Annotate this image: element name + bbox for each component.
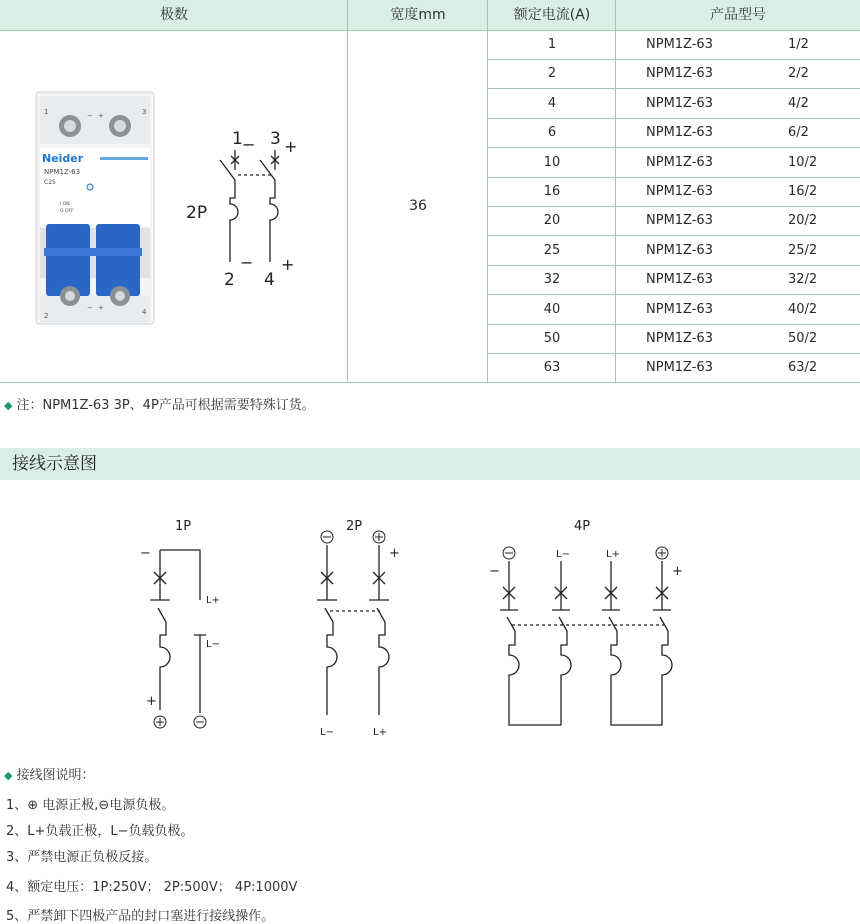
cell-model: NPM1Z-63	[646, 301, 713, 317]
terminal-label: 3	[142, 108, 147, 116]
explain-item: 1、⊕ 电源正极,⊖电源负极。	[6, 798, 175, 813]
table-row	[488, 30, 860, 60]
cell-current: 2	[547, 66, 557, 82]
cell-model: NPM1Z-63	[646, 125, 713, 141]
cell-current: 50	[543, 331, 561, 346]
terminal-label: 2	[44, 312, 49, 320]
divider	[347, 0, 348, 382]
wiring-2p	[317, 519, 400, 738]
cell-model: NPM1Z-63	[646, 154, 713, 170]
table-row	[488, 148, 860, 178]
explain-item: 3、严禁电源正负极反接。	[6, 850, 158, 865]
polarity-sign: +	[672, 564, 683, 579]
cell-model: NPM1Z-63	[646, 66, 713, 82]
note-text: 注：NPM1Z-63 3P、4P产品可根据需要特殊订货。	[16, 398, 315, 413]
wiring-label: 4P	[574, 519, 591, 534]
cell-model: NPM1Z-63	[646, 37, 713, 52]
cell-pole: 2/2	[788, 66, 809, 82]
rating-label: C25	[44, 179, 56, 186]
terminal-label: +	[98, 304, 104, 312]
explain-item: 4、额定电压：1P:250V； 2P:500V； 4P:1000V	[6, 880, 298, 895]
section-header	[0, 448, 860, 480]
explain-item: 2、L+负载正极，L−负载负极。	[6, 824, 194, 839]
explain-title: 接线图说明：	[16, 768, 95, 783]
col-header-current: 额定电流(A)	[513, 7, 591, 23]
load-label: L+	[373, 727, 387, 738]
cell-model: NPM1Z-63	[646, 331, 713, 346]
cell-pole: 20/2	[788, 213, 818, 229]
on-label: I ON	[60, 202, 70, 207]
cell-pole: 4/2	[788, 95, 809, 111]
terminal-label: 1	[44, 108, 49, 116]
load-label: L−	[556, 549, 570, 560]
cell-pole: 25/2	[788, 242, 818, 258]
diamond-bullet-icon: ◆	[4, 399, 13, 412]
width-value: 36	[409, 198, 427, 214]
polarity-sign: −	[140, 546, 151, 561]
pole-symbol-diagram	[180, 120, 310, 295]
polarity-sign: −	[489, 564, 500, 579]
cell-current: 1	[547, 37, 557, 52]
diamond-bullet-icon: ◆	[4, 769, 13, 782]
terminal-label: −	[87, 304, 93, 312]
cell-current: 16	[543, 184, 561, 199]
section-title: 接线示意图	[12, 454, 97, 474]
polarity-sign: +	[389, 546, 400, 561]
terminal-label: +	[98, 112, 104, 120]
cell-pole: 6/2	[788, 125, 809, 141]
table-row	[488, 206, 860, 236]
pole-label: 2	[224, 270, 235, 290]
cell-pole: 16/2	[788, 184, 818, 199]
pole-sign: +	[281, 255, 295, 274]
brand-logo: Neider	[42, 152, 84, 165]
table-row	[488, 59, 860, 89]
pole-sign: −	[240, 253, 254, 272]
cell-current: 4	[547, 95, 557, 111]
col-header-poles: 极数	[160, 7, 188, 23]
wiring-diagrams	[0, 505, 860, 745]
pole-label: 1	[232, 129, 243, 149]
breaker-product-image	[30, 88, 160, 328]
table-row	[488, 236, 860, 266]
breaker-handle	[46, 224, 90, 296]
cell-pole: 40/2	[788, 301, 818, 317]
wiring-1p	[140, 519, 220, 728]
wiring-4p	[489, 519, 683, 725]
cell-pole: 32/2	[788, 272, 818, 288]
cell-pole: 63/2	[788, 360, 818, 376]
cell-current: 10	[543, 154, 561, 170]
pole-label: 4	[264, 270, 275, 290]
pole-count-label: 2P	[186, 203, 208, 223]
table-row	[488, 89, 860, 119]
load-label: L−	[206, 639, 220, 650]
cell-pole: 10/2	[788, 154, 818, 170]
explain-item: 5、严禁卸下四极产品的封口塞进行接线操作。	[6, 909, 275, 924]
table-row	[488, 295, 860, 325]
cell-model: NPM1Z-63	[646, 213, 713, 229]
polarity-sign: +	[146, 694, 157, 709]
wiring-label: 1P	[175, 519, 192, 534]
cell-model: NPM1Z-63	[646, 272, 713, 288]
table-row	[488, 177, 860, 207]
col-header-model: 产品型号	[710, 7, 766, 23]
cell-model: NPM1Z-63	[646, 95, 713, 111]
cell-model: NPM1Z-63	[646, 242, 713, 258]
cell-current: 6	[547, 125, 557, 141]
order-note	[4, 394, 315, 413]
cell-pole: 1/2	[788, 37, 809, 52]
cell-current: 32	[543, 272, 561, 288]
product-model-label: NPM1Z-63	[44, 168, 81, 176]
pole-sign: −	[242, 135, 256, 154]
cell-current: 63	[543, 360, 561, 376]
cell-current: 20	[543, 213, 561, 229]
table-row	[488, 118, 860, 148]
terminal-label: −	[87, 112, 93, 120]
load-label: L+	[206, 595, 220, 606]
table-row	[488, 353, 860, 383]
table-row	[488, 324, 860, 354]
pole-sign: +	[284, 137, 298, 156]
cell-current: 40	[543, 301, 561, 317]
cell-current: 25	[543, 242, 561, 258]
cell-model: NPM1Z-63	[646, 184, 713, 199]
terminal-label: 4	[142, 308, 147, 316]
col-header-width: 宽度mm	[390, 7, 446, 23]
off-label: O OFF	[60, 209, 74, 214]
table-row	[488, 265, 860, 295]
load-label: L+	[606, 549, 620, 560]
cell-model: NPM1Z-63	[646, 360, 713, 376]
load-label: L−	[320, 727, 334, 738]
cell-pole: 50/2	[788, 331, 818, 346]
pole-label: 3	[270, 129, 281, 149]
wiring-label: 2P	[346, 519, 363, 534]
table-header	[0, 0, 860, 31]
explain-title-row	[4, 764, 94, 783]
